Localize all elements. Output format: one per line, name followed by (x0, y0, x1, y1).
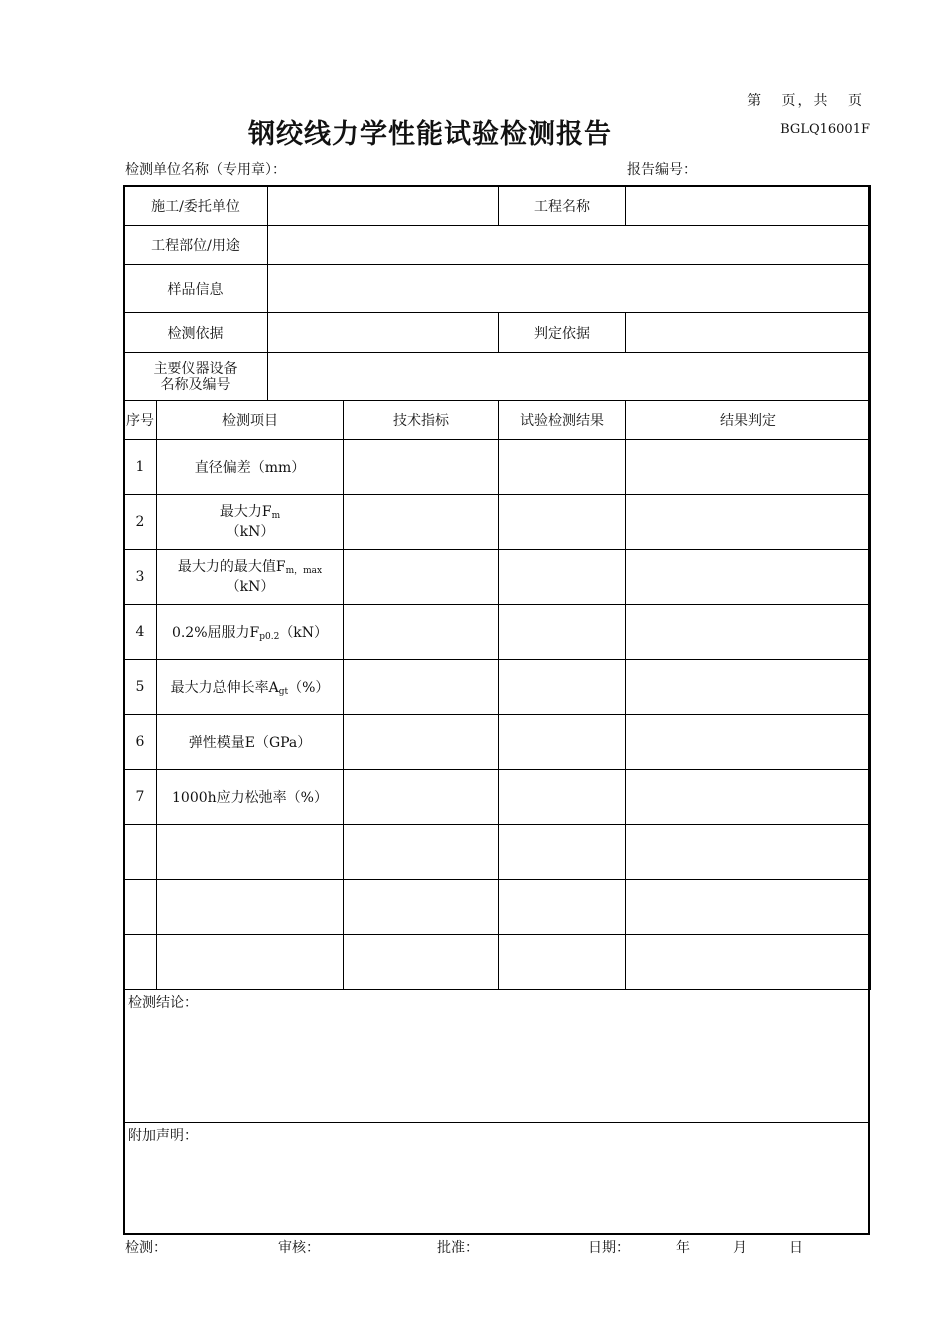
row-spec[interactable] (344, 495, 499, 550)
table-row (124, 440, 871, 495)
page-counter-prefix: 第 (747, 93, 764, 109)
row-no (124, 825, 157, 880)
row-item[interactable] (157, 825, 344, 880)
row-no (124, 935, 157, 990)
report-title: 钢绞线力学性能试验检测报告 (248, 119, 612, 150)
table-row (124, 715, 871, 770)
equipment-label-line2: 名称及编号 (160, 376, 231, 393)
row-judgement[interactable] (626, 770, 871, 825)
row-spec[interactable] (344, 880, 499, 935)
row-item: 弹性模量E（GPa） (157, 715, 344, 770)
col-header-result: 试验检测结果 (499, 401, 626, 440)
row-spec[interactable] (344, 440, 499, 495)
table-row (124, 495, 871, 550)
row-result[interactable] (499, 550, 626, 605)
item-unit: （%） (288, 680, 330, 696)
row-item: 1000h应力松弛率（%） (157, 770, 344, 825)
test-basis-value[interactable] (268, 313, 499, 353)
row-spec[interactable] (344, 770, 499, 825)
table-row (124, 880, 871, 935)
table-row (124, 825, 871, 880)
row-result[interactable] (499, 715, 626, 770)
table-row (124, 550, 871, 605)
row-judgement[interactable] (626, 880, 871, 935)
row-item[interactable] (157, 880, 344, 935)
testing-unit-label: 检测单位名称（专用章）： (125, 162, 286, 178)
table-row (124, 605, 871, 660)
item-text: 最大力F (219, 504, 272, 520)
statement-box[interactable] (123, 1122, 870, 1235)
row-spec[interactable] (344, 825, 499, 880)
item-text: 0.2%屈服力F (171, 625, 260, 641)
test-basis-label: 检测依据 (124, 313, 268, 353)
year-label: 年 (676, 1240, 690, 1256)
row-judgement[interactable] (626, 660, 871, 715)
item-unit: （kN） (225, 579, 275, 595)
row-spec[interactable] (344, 660, 499, 715)
row-judgement[interactable] (626, 440, 871, 495)
page-counter-suffix: 页 (848, 93, 864, 109)
col-header-judgement: 结果判定 (626, 401, 871, 440)
day-label: 日 (789, 1240, 803, 1256)
approver-label: 批准： (437, 1240, 479, 1256)
row-no: 7 (124, 770, 157, 825)
equipment-label-line1: 主要仪器设备 (153, 360, 238, 377)
col-header-no: 序号 (124, 401, 157, 440)
judge-basis-label: 判定依据 (499, 313, 626, 353)
row-item (157, 495, 344, 550)
row-no: 6 (124, 715, 157, 770)
row-result[interactable] (499, 495, 626, 550)
row-result[interactable] (499, 825, 626, 880)
reviewer-label: 审核： (278, 1240, 320, 1256)
row-item (157, 660, 344, 715)
item-text: 最大力总伸长率A (170, 680, 279, 696)
item-subscript: gt (278, 687, 289, 697)
part-usage-value[interactable] (268, 226, 871, 265)
report-number-label: 报告编号： (627, 162, 697, 178)
row-result[interactable] (499, 605, 626, 660)
judge-basis-value[interactable] (626, 313, 871, 353)
items-table (123, 400, 871, 990)
project-name-value[interactable] (626, 186, 871, 226)
date-label: 日期： (588, 1240, 630, 1256)
row-item: 直径偏差（mm） (157, 440, 344, 495)
info-table (123, 185, 871, 401)
tester-label: 检测： (125, 1240, 167, 1256)
form-code: BGLQ16001F (780, 122, 870, 137)
row-judgement[interactable] (626, 825, 871, 880)
client-value[interactable] (268, 186, 499, 226)
row-result[interactable] (499, 770, 626, 825)
sample-info-value[interactable] (268, 265, 871, 313)
item-subscript: m (271, 511, 281, 521)
client-label: 施工/委托单位 (124, 186, 268, 226)
conclusion-label: 检测结论： (128, 995, 198, 1011)
row-result[interactable] (499, 440, 626, 495)
item-subscript: m，max (285, 566, 323, 576)
row-result[interactable] (499, 935, 626, 990)
col-header-spec: 技术指标 (344, 401, 499, 440)
page-counter-mid: 页，共 (781, 93, 830, 109)
row-no: 2 (124, 495, 157, 550)
row-result[interactable] (499, 660, 626, 715)
row-no: 3 (124, 550, 157, 605)
row-spec[interactable] (344, 550, 499, 605)
row-judgement[interactable] (626, 715, 871, 770)
statement-label: 附加声明： (128, 1128, 198, 1144)
item-text: 最大力的最大值F (177, 559, 286, 575)
equipment-label (124, 353, 268, 401)
item-unit: （kN） (225, 524, 275, 540)
row-spec[interactable] (344, 605, 499, 660)
table-row (124, 935, 871, 990)
part-usage-label: 工程部位/用途 (124, 226, 268, 265)
row-item[interactable] (157, 935, 344, 990)
row-judgement[interactable] (626, 550, 871, 605)
table-row (124, 770, 871, 825)
row-no: 5 (124, 660, 157, 715)
row-spec[interactable] (344, 935, 499, 990)
item-subscript: p0.2 (259, 632, 280, 642)
row-judgement[interactable] (626, 935, 871, 990)
row-no (124, 880, 157, 935)
month-label: 月 (733, 1240, 747, 1256)
row-no: 4 (124, 605, 157, 660)
row-result[interactable] (499, 880, 626, 935)
row-item (157, 550, 344, 605)
equipment-value[interactable] (268, 353, 871, 401)
page-counter (741, 90, 870, 110)
row-judgement[interactable] (626, 495, 871, 550)
row-judgement[interactable] (626, 605, 871, 660)
items-header-row (124, 401, 871, 440)
sample-info-label: 样品信息 (124, 265, 268, 313)
col-header-item: 检测项目 (157, 401, 344, 440)
table-row (124, 660, 871, 715)
row-no: 1 (124, 440, 157, 495)
row-item (157, 605, 344, 660)
row-spec[interactable] (344, 715, 499, 770)
project-name-label: 工程名称 (499, 186, 626, 226)
conclusion-box[interactable] (123, 989, 870, 1123)
item-unit: （kN） (279, 625, 329, 641)
